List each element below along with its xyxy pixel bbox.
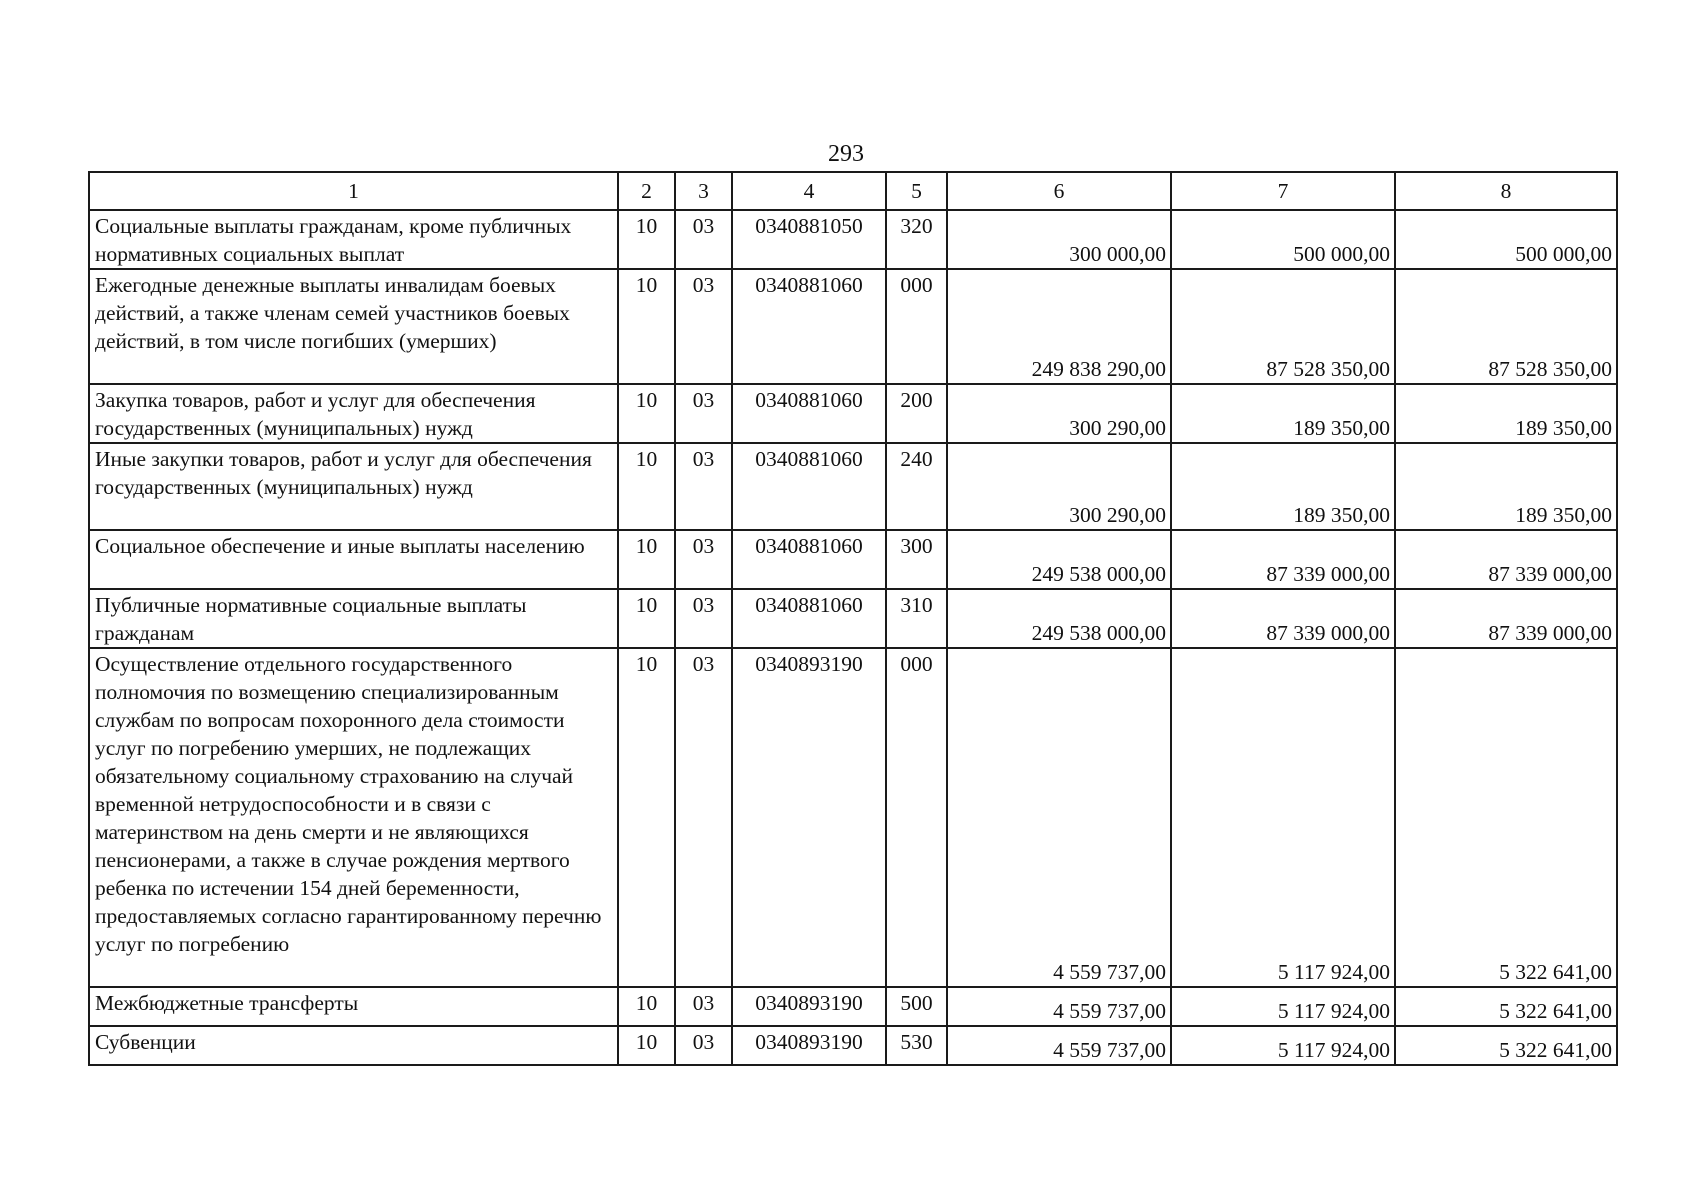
row-amount-col6: 249 538 000,00 [947,589,1171,648]
column-header: 5 [886,172,947,210]
row-amount-col7: 5 117 924,00 [1171,987,1395,1026]
row-amount-col8: 87 339 000,00 [1395,589,1617,648]
row-name: Социальное обеспечение и иные выплаты населению [89,530,618,589]
row-code-type: 300 [886,530,947,589]
table-row [89,589,1617,648]
column-header: 3 [675,172,732,210]
row-code-type: 500 [886,987,947,1026]
row-code-section: 10 [618,1026,675,1065]
row-amount-col8: 87 528 350,00 [1395,269,1617,384]
budget-table [88,171,1618,1066]
row-code-target: 0340881060 [732,384,886,443]
row-amount-col7: 5 117 924,00 [1171,1026,1395,1065]
row-code-type: 240 [886,443,947,530]
table-row [89,269,1617,384]
row-code-section: 10 [618,384,675,443]
row-code-target: 0340881060 [732,269,886,384]
row-code-target: 0340893190 [732,1026,886,1065]
page-number: 293 [828,141,864,167]
row-name: Закупка товаров, работ и услуг для обеспечения государственных (муниципальных) нужд [89,384,618,443]
table-row [89,1026,1617,1065]
table-row [89,648,1617,987]
table-row [89,443,1617,530]
row-code-target: 0340881060 [732,589,886,648]
row-name: Социальные выплаты гражданам, кроме публичных нормативных социальных выплат [89,210,618,269]
row-code-type: 200 [886,384,947,443]
row-code-type: 000 [886,269,947,384]
row-amount-col8: 87 339 000,00 [1395,530,1617,589]
table-row [89,530,1617,589]
row-name: Ежегодные денежные выплаты инвалидам боевых действий, а также членам семей участников боевых действий, в том числе погибших (умерших) [89,269,618,384]
table-row [89,210,1617,269]
row-amount-col8: 5 322 641,00 [1395,648,1617,987]
row-code-subsection: 03 [675,589,732,648]
row-code-subsection: 03 [675,530,732,589]
row-code-section: 10 [618,648,675,987]
row-amount-col6: 249 838 290,00 [947,269,1171,384]
row-amount-col8: 189 350,00 [1395,443,1617,530]
row-amount-col7: 87 528 350,00 [1171,269,1395,384]
row-code-subsection: 03 [675,210,732,269]
row-amount-col6: 300 290,00 [947,443,1171,530]
header-row [89,172,1617,210]
row-amount-col6: 249 538 000,00 [947,530,1171,589]
row-code-subsection: 03 [675,384,732,443]
row-code-section: 10 [618,530,675,589]
row-amount-col7: 189 350,00 [1171,384,1395,443]
column-header: 7 [1171,172,1395,210]
row-code-section: 10 [618,269,675,384]
row-code-section: 10 [618,210,675,269]
column-header: 6 [947,172,1171,210]
row-code-target: 0340893190 [732,987,886,1026]
row-amount-col7: 189 350,00 [1171,443,1395,530]
row-code-type: 310 [886,589,947,648]
row-code-target: 0340893190 [732,648,886,987]
column-header: 2 [618,172,675,210]
row-code-type: 530 [886,1026,947,1065]
row-code-subsection: 03 [675,269,732,384]
column-header: 8 [1395,172,1617,210]
row-code-target: 0340881050 [732,210,886,269]
row-code-subsection: 03 [675,648,732,987]
row-amount-col7: 87 339 000,00 [1171,589,1395,648]
row-amount-col7: 87 339 000,00 [1171,530,1395,589]
row-amount-col8: 189 350,00 [1395,384,1617,443]
row-code-target: 0340881060 [732,530,886,589]
row-amount-col8: 5 322 641,00 [1395,1026,1617,1065]
row-amount-col7: 5 117 924,00 [1171,648,1395,987]
row-name: Межбюджетные трансферты [89,987,618,1026]
row-code-type: 000 [886,648,947,987]
column-header: 4 [732,172,886,210]
row-code-section: 10 [618,443,675,530]
row-amount-col8: 500 000,00 [1395,210,1617,269]
row-code-section: 10 [618,987,675,1026]
row-code-target: 0340881060 [732,443,886,530]
row-amount-col8: 5 322 641,00 [1395,987,1617,1026]
row-code-section: 10 [618,589,675,648]
row-code-subsection: 03 [675,1026,732,1065]
row-code-subsection: 03 [675,987,732,1026]
row-amount-col6: 4 559 737,00 [947,1026,1171,1065]
row-amount-col7: 500 000,00 [1171,210,1395,269]
row-amount-col6: 4 559 737,00 [947,987,1171,1026]
row-name: Публичные нормативные социальные выплаты гражданам [89,589,618,648]
row-name: Субвенции [89,1026,618,1065]
column-header: 1 [89,172,618,210]
row-amount-col6: 4 559 737,00 [947,648,1171,987]
row-code-type: 320 [886,210,947,269]
row-amount-col6: 300 290,00 [947,384,1171,443]
row-code-subsection: 03 [675,443,732,530]
table-row [89,987,1617,1026]
row-name: Осуществление отдельного государственного полномочия по возмещению специализированным службам по вопросам похоронного дела стоимости услуг по погребению умерших, не подлежащих обязательному социальному страхованию на случай временной нетрудоспособности и в связи с материнством на день смерти и не являющихся пенсионерами, а также в случае рождения мертвого ребенка по истечении 154 дней беременности, предоставляемых согласно гарантированному перечню услуг по погребению [89,648,618,987]
row-name: Иные закупки товаров, работ и услуг для обеспечения государственных (муниципальных) нужд [89,443,618,530]
table-row [89,384,1617,443]
row-amount-col6: 300 000,00 [947,210,1171,269]
